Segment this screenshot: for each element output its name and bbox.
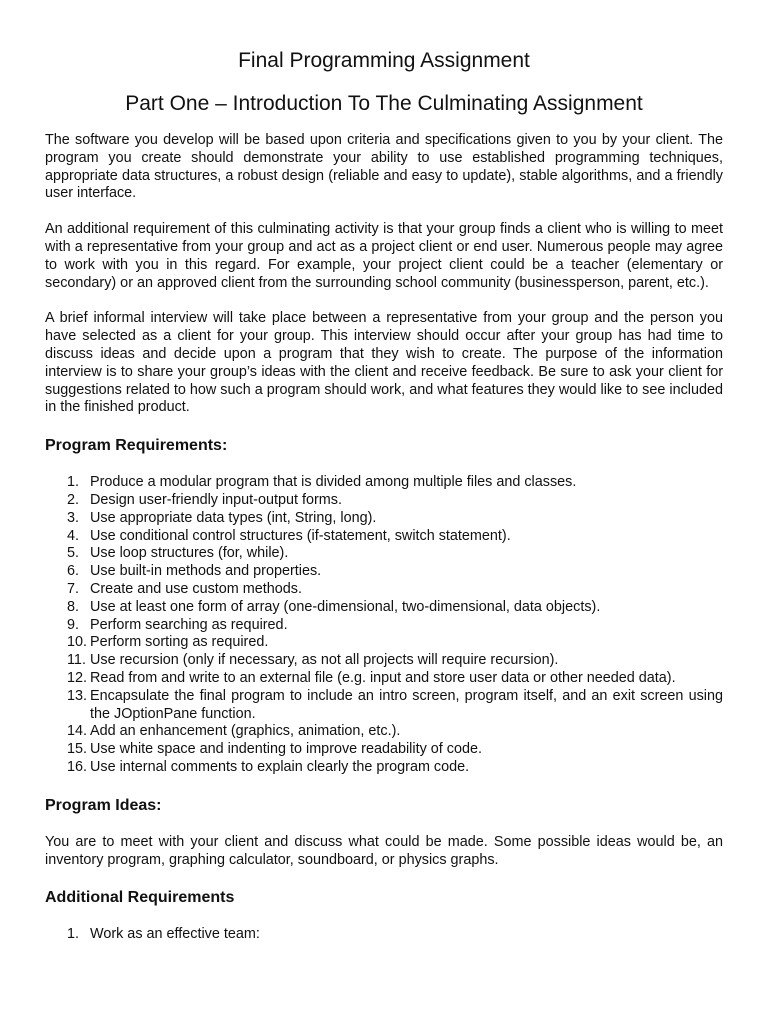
list-item (45, 545, 723, 563)
additional-requirements-list (45, 926, 723, 944)
list-text: Create and use custom methods. (90, 580, 302, 597)
paragraph-client: An additional requirement of this culminating activity is that your group finds a client who is willing to meet with a representative from your group and act as a project client or end user. Numerous people may agree to work with you in this regard. For example, your project client could be a teacher (elementary or secondary) or an approved client from the surrounding school community (businessperson, parent, etc.). (45, 221, 723, 291)
list-number: 6. (67, 563, 80, 580)
list-text: Use built-in methods and properties. (90, 563, 322, 580)
document-title: Final Programming Assignment (238, 49, 530, 72)
list-text: Use at least one form of array (one-dimensional, two-dimensional, data objects). (90, 598, 601, 615)
list-item (45, 492, 723, 510)
list-item (45, 741, 723, 759)
list-item (45, 723, 723, 741)
list-text: Use recursion (only if necessary, as not all projects will require recursion). (90, 652, 559, 669)
list-number: 5. (67, 545, 80, 562)
list-number: 16. (67, 758, 88, 775)
list-item (45, 563, 723, 581)
list-text: Encapsulate the final program to include an intro screen, program itself, and an exit screen using the JOptionPane function. (90, 687, 723, 722)
list-item (45, 599, 723, 617)
list-item (45, 581, 723, 599)
list-item (45, 510, 723, 528)
list-number: 12. (67, 669, 88, 686)
list-text: Design user-friendly input-output forms. (90, 491, 342, 508)
paragraph-interview: A brief informal interview will take place between a representative from your group and the person you have selected as a client for your group. This interview should occur after your group has had time to discuss ideas and decide upon a program that they wish to create. The purpose of the information interview is to share your group’s ideas with the client and receive feedback. Be sure to ask your client for suggestions related to how such a program should work, and what features they would like to see included in the finished product. (45, 310, 723, 416)
program-requirements-list (45, 474, 723, 777)
list-item (45, 652, 723, 670)
list-text: Use white space and indenting to improve readability of code. (90, 741, 482, 758)
list-text: Work as an effective team: (90, 926, 260, 943)
program-ideas-heading: Program Ideas: (45, 796, 162, 814)
program-requirements-heading: Program Requirements: (45, 437, 228, 455)
document-subtitle: Part One – Introduction To The Culminating Assignment (125, 92, 643, 115)
list-item (45, 617, 723, 635)
list-number: 1. (67, 474, 80, 491)
list-number: 4. (67, 527, 80, 544)
list-number: 13. (67, 687, 88, 704)
list-item (45, 688, 723, 724)
additional-requirements-heading: Additional Requirements (45, 889, 235, 907)
list-text: Perform sorting as required. (90, 634, 269, 651)
list-text: Use conditional control structures (if-statement, switch statement). (90, 527, 511, 544)
list-text: Add an enhancement (graphics, animation, etc.). (90, 723, 401, 740)
list-item (45, 634, 723, 652)
list-number: 14. (67, 723, 88, 740)
list-text: Perform searching as required. (90, 616, 288, 633)
list-item (45, 474, 723, 492)
list-text: Read from and write to an external file (e.g. input and store user data or other needed data). (90, 669, 676, 686)
list-number: 8. (67, 598, 80, 615)
list-number: 11. (67, 652, 86, 669)
list-number: 3. (67, 509, 80, 526)
list-item (45, 759, 723, 777)
list-number: 10. (67, 634, 88, 651)
list-item (45, 670, 723, 688)
list-number: 15. (67, 741, 88, 758)
list-text: Use internal comments to explain clearly the program code. (90, 758, 470, 775)
program-ideas-text: You are to meet with your client and discuss what could be made. Some possible ideas would be, an inventory program, graphing calculator, soundboard, or physics graphs. (45, 833, 723, 868)
list-item (45, 926, 723, 944)
paragraph-intro: The software you develop will be based upon criteria and specifications given to you by your client. The program you create should demonstrate your ability to use established programming techniques, appropriate data structures, a robust design (reliable and easy to update), stable algorithms, and a friendly user interface. (45, 132, 723, 202)
list-number: 1. (67, 926, 80, 943)
list-text: Use appropriate data types (int, String, long). (90, 509, 377, 526)
list-number: 9. (67, 616, 80, 633)
list-text: Use loop structures (for, while). (90, 545, 289, 562)
list-text: Produce a modular program that is divided among multiple files and classes. (90, 474, 577, 491)
list-item (45, 528, 723, 546)
list-number: 7. (67, 580, 80, 597)
list-number: 2. (67, 491, 80, 508)
